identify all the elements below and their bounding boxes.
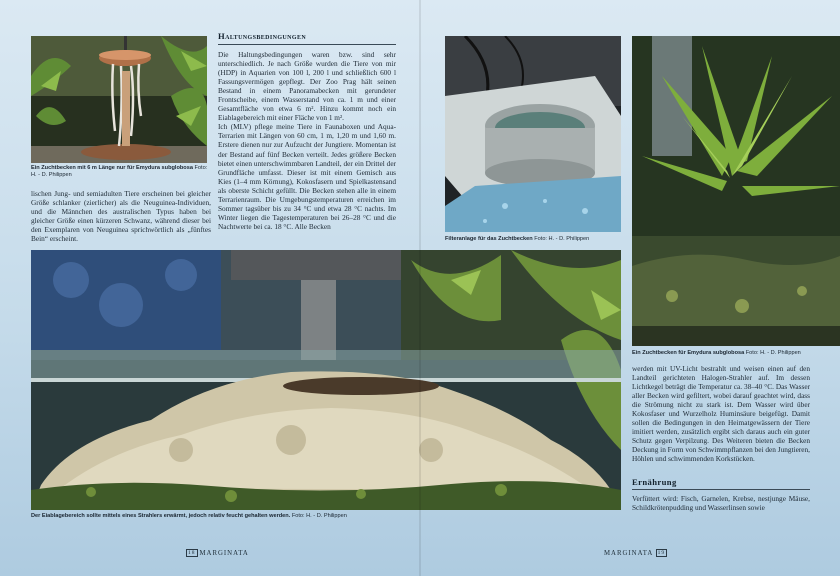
left-column-paragraph: lischen Jung- und semiadulten Tiere erscheinen bei gleicher Größe schlanker (zierlicher) als die Neuguinea-Individuen, und die Männchen des australischen Typus haben bei gleicher Größe einen kürzeren Schwanz, während dieser bei den Exemplaren von Neuguinea sprichwörtlich als „fünftes Bein“ erscheint. [31,189,211,244]
caption-breeding-tank [31,165,211,179]
photo-credit: Foto: H. - D. Philippen [31,165,208,178]
footer-right [604,549,669,557]
nutrition-heading-rule [632,489,810,490]
section-heading: Haltungsbedingungen [218,31,307,41]
caption-filter [445,236,625,243]
center-paragraph-1: Die Haltungsbedingungen waren bzw. sind sehr unterschiedlich. Je nach Größe wurden die Tiere von mir (HDP) in Aquarien von 100 l, 200 l und schließlich 600 l Fassungsvermögen gepflegt. Der Zoo Prag hält seinen Bestand in einem Panoramabecken mit gerundeter Frontscheibe, einem Wasserstand von ca. 1 m und einer Gesamtfläche von etwa 6 m². Hinzu kommt noch ein Eiablagebereich mit einer Fläche von 1 m². [218,50,396,123]
right-text-column [632,364,810,464]
caption-breeding-tank-plants [632,350,832,357]
photo-filter-system [445,36,621,232]
photo-breeding-tank-lamp [31,36,207,163]
footer-left [186,549,249,557]
photo-credit: Foto: H. - D. Philippen [745,350,801,356]
photo-credit: Foto: H. - D. Philippen [291,513,347,519]
photo-breeding-tank-plants [632,36,840,346]
page-number-right: 19 [657,550,666,556]
page-number-left: 18 [188,550,196,556]
center-text-column [218,50,396,231]
caption-lead: Der Eiablagebereich sollte mittels eines Strahlers erwärmt, jedoch relativ feucht gehalten werden. [31,513,291,519]
photo-credit: Foto: H. - D. Philippen [534,236,590,242]
caption-egg-laying [31,513,631,520]
nutrition-paragraph: Verfüttert wird: Fisch, Garnelen, Krebse, nestjunge Mäuse, Schildkrötenpudding und Wasserlinsen sowie [632,494,810,513]
page-gutter [419,0,421,576]
left-text-column [31,189,211,243]
magazine-name-right: MARGINATA [604,550,653,557]
nutrition-text [632,494,810,512]
center-paragraph-2: Ich (MLV) pflege meine Tiere in Faunaboxen und Aqua-Terrarien mit Längen von 60 cm, 1 m, 1,20 m und 1,60 m. Erstere dienen nur zur Aufzucht der Jungtiere. Momentan ist der Bestand auf fünf Becken verteilt. Jedes größere Becken bietet einen unterschwimmbaren Landteil, der ein Drittel der Grundfläche umfasst. Dieser ist mit einem Gemisch aus Kies (1–4 mm Körnung), Kokosfasern und Spielkastensand als oberste Schicht gefüllt. Die Becken stehen alle in einem Terrarienraum. Die Umgebungstemperaturen erreichen im Sommer tagsüber bis zu 34 °C und etwa 28 °C nachts. Im Winter liegen die Tagestemperaturen bei 26–28 °C und die Nachtwerte bei ca. 18 °C. Alle Becken [218,122,396,231]
caption-lead: Ein Zuchtbecken mit 6 m Länge nur für Emydura subglobosa [31,165,193,171]
photo-egg-laying-area [31,250,621,510]
right-column-paragraph: werden mit UV-Licht bestrahlt und weisen einen auf den Landteil gerichteten Halogen-Strahler auf. Im dessen Lichtkegel beträgt die Temperatur ca. 38–40 °C. Das Wasser aller Becken wird gefiltert, wobei darauf geachtet wird, dass die Strömung nicht zu stark ist. Dem Wasser wird über Kokosfaser und Wurzelholz Huminsäure beigefügt. Damit sollen die Bedingungen in den Heimatgewässern der Tiere imitiert werden, zusätzlich ergibt sich daraus auch ein guter Schutz gegen Verpilzung. Des Weiteren bieten die Becken Deckung in Form von Schwimmpflanzen bei den Jungtieren, Höhlen und schwimmenden Korkstücken. [632,364,810,464]
section-heading-nutrition: Ernährung [632,477,677,487]
heading-rule [218,44,396,45]
magazine-name-left: MARGINATA [199,550,249,557]
caption-lead: Ein Zuchtbecken für Emydura subglobosa [632,350,745,356]
caption-lead: Filteranlage für das Zuchtbecken [445,236,533,242]
